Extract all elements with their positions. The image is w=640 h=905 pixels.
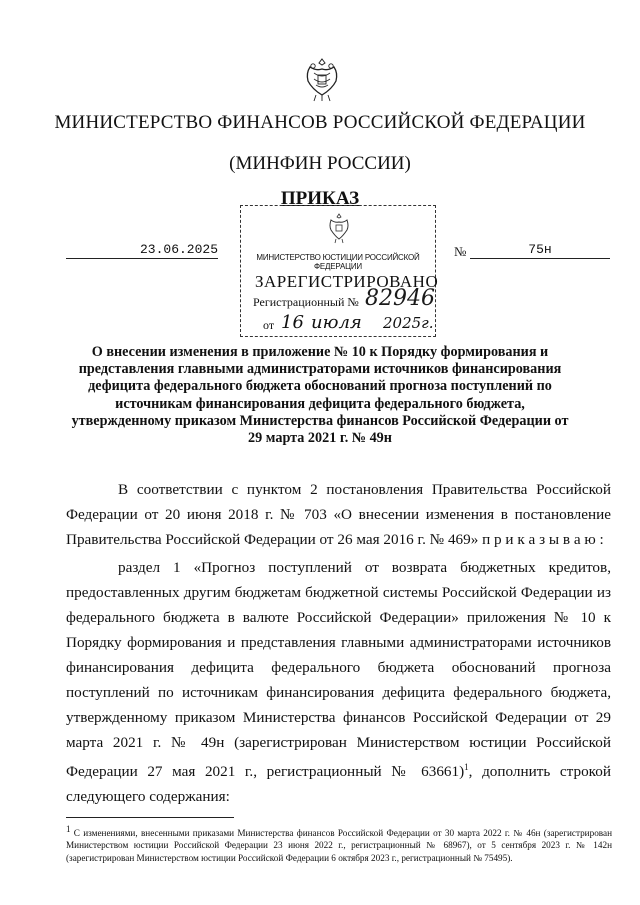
footnote-mark: 1 xyxy=(66,824,71,834)
footnote-separator xyxy=(66,817,234,818)
stamp-registration-number: 82946 xyxy=(365,286,435,311)
registration-stamp xyxy=(240,205,439,337)
preamble-paragraph: В соответствии с пунктом 2 постановления Правительства Российской Федерации от 20 июня 2018 г. № 703 «О внесении изменения в постановление Правительства Российской Федерации от 26 мая 2016 г. № 469» п р и к а з ы в а ю : xyxy=(66,481,611,548)
stamp-year: 2025г. xyxy=(383,314,434,332)
stamp-emblem xyxy=(327,212,351,244)
footnote-reference: 1 xyxy=(464,762,469,772)
stamp-day: 16 xyxy=(281,312,304,333)
stamp-status: ЗАРЕГИСТРИРОВАНО xyxy=(255,272,439,291)
order-date: 23.06.2025 xyxy=(66,242,218,259)
order-paragraph-tail: , дополнить строкой следующего содержания: xyxy=(66,763,611,806)
stamp-from-label: от xyxy=(263,318,275,332)
order-paragraph-main: раздел 1 «Прогноз поступлений от возврата бюджетных кредитов, предоставленных другим бюджетам бюджетной системы Российской Федерации из федерального бюджета в валюте Российской Федерации» приложения № 10 к Порядку формирования и представления главными администраторами источников финансирования дефицита федерального бюджета обоснований прогноза поступлений по источникам финансирования дефицита федерального бюджета, утвержденному приказом Министерства финансов Российской Федерации от 29 марта 2021 г. № 49н (зарегистрирован Министерством юстиции Российской Федерации 27 мая 2021 г., регистрационный № 63661) xyxy=(66,559,611,781)
order-number: 75н xyxy=(470,242,610,259)
footnote-text: С изменениями, внесенными приказами Министерства финансов Российской Федерации от 30 марта 2022 г. № 46н (зарегистрирован Министерством юстиции Российской Федерации 23 июня 2022 г., регистрационный № 68967), от 5 сентября 2023 г. № 142н (зарегистрирован Министерством юстиции Российской Федерации 6 октября 2023 г., регистрационный № 75495). xyxy=(66,828,612,863)
ministry-short-name: (МИНФИН РОССИИ) xyxy=(229,153,411,174)
stamp-header: МИНИСТЕРСТВО ЮСТИЦИИ РОССИЙСКОЙ ФЕДЕРАЦИИ xyxy=(256,253,420,271)
ministry-name: МИНИСТЕРСТВО ФИНАНСОВ РОССИЙСКОЙ ФЕДЕРАЦИИ xyxy=(54,112,586,133)
stamp-registration-label: Регистрационный № xyxy=(253,295,359,309)
document-title: О внесении изменения в приложение № 10 к Порядку формирования и представления главными администраторами источников финансирования дефицита федерального бюджета обоснований прогноза поступлений по источникам финансирования дефицита федерального бюджета, утвержденному приказом Министерства финансов Российской Федерации от 29 марта 2021 г. № 49н xyxy=(71,344,569,447)
stamp-month: июля xyxy=(311,312,362,333)
footnote xyxy=(66,823,612,864)
coat-of-arms-emblem xyxy=(302,55,342,103)
order-number-label: № xyxy=(454,244,467,259)
order-heading: ПРИКАЗ xyxy=(280,188,360,209)
order-paragraph xyxy=(66,555,611,809)
